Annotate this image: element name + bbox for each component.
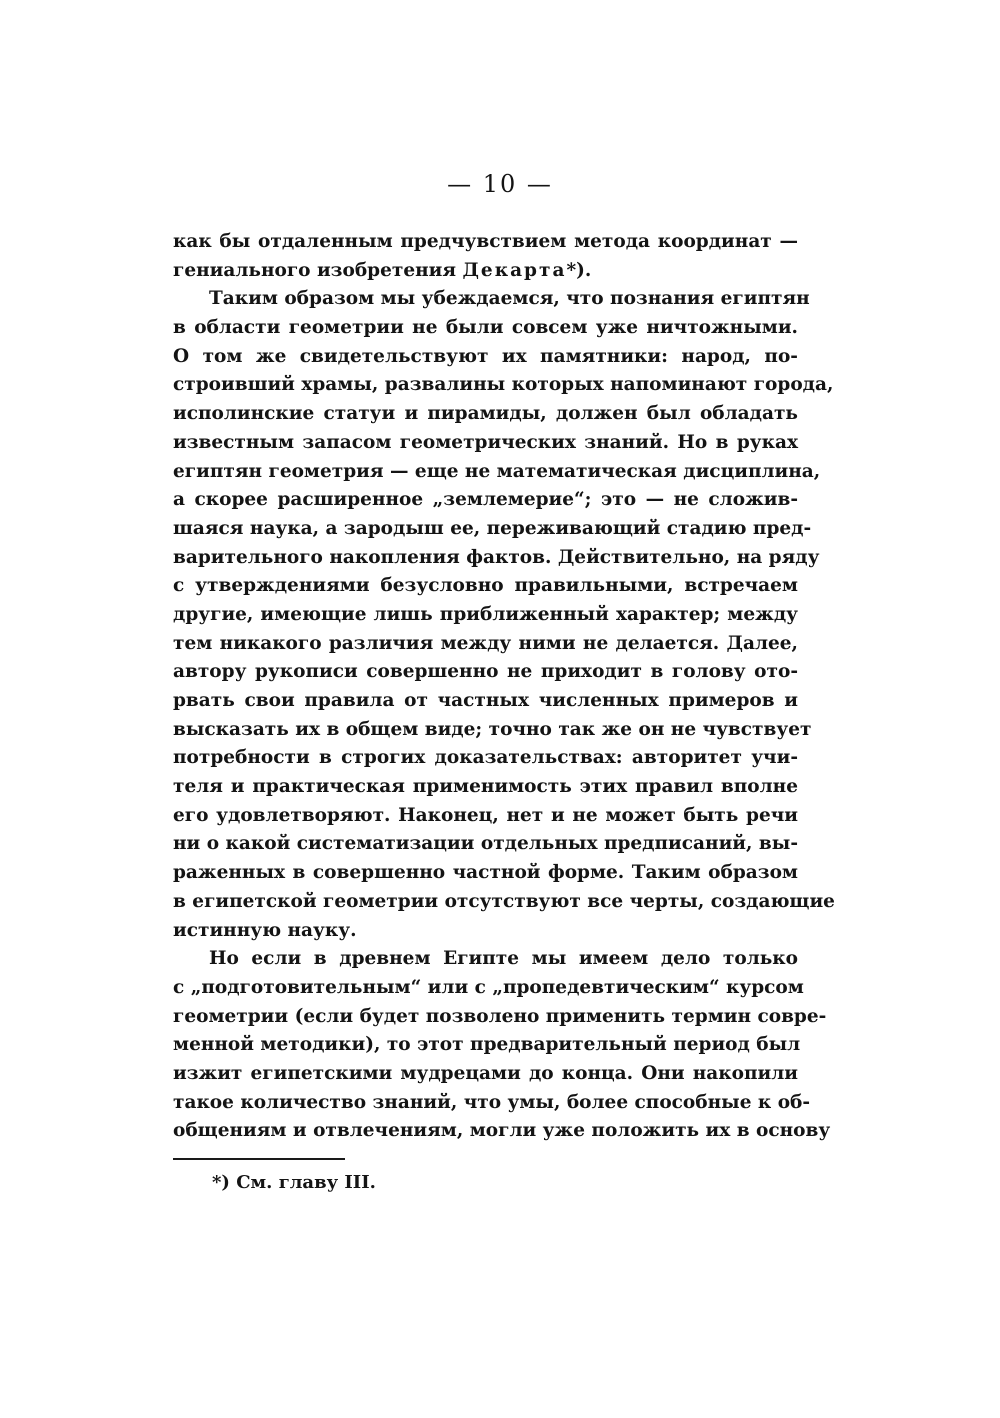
text-line: с „подготовительным“ или с „пропедевтическим“ курсом	[173, 976, 804, 998]
footnote-ref: *).	[566, 259, 592, 281]
text-line: тем никакого различия между ними не делается. Далее,	[173, 632, 798, 654]
text-line: высказать их в общем виде; точно так же он не чувствует	[173, 718, 812, 740]
text-line: О том же свидетельствуют их памятники: народ, по-	[173, 345, 798, 367]
footnote: *) См. главу III.	[212, 1172, 376, 1193]
text-line: такое количество знаний, что умы, более способные к об-	[173, 1091, 811, 1113]
text-line: потребности в строгих доказательствах: авторитет учи-	[173, 747, 798, 769]
text-line: его удовлетворяют. Наконец, нет и не может быть речи	[173, 804, 798, 826]
paragraph-1	[173, 228, 798, 285]
text-line: другие, имеющие лишь приближенный характер; между	[173, 603, 798, 625]
text-line: Таким образом мы убеждаемся, что познания египтян	[209, 288, 810, 310]
text-line: а скорее расширенное „землемерие“; это — не сложив-	[173, 489, 798, 511]
text-line: автору рукописи совершенно не приходит в голову ото-	[173, 661, 798, 683]
text-line: геометрии (если будет позволено применить термин совре-	[173, 1005, 827, 1027]
text-line: известным запасом геометрических знаний. Но в руках	[173, 431, 798, 453]
text-line: египтян геометрия — еще не математическая дисциплина,	[173, 460, 821, 482]
text-line: в египетской геометрии отсутствуют все черты, создающие	[173, 890, 835, 912]
text-line: с утверждениями безусловно правильными, встречаем	[173, 575, 798, 597]
page-number: — 10 —	[447, 170, 553, 198]
paragraph-3	[173, 945, 831, 1146]
text-line: исполинские статуи и пирамиды, должен был обладать	[173, 403, 798, 425]
text-line: строивший храмы, развалины которых напоминают города,	[173, 374, 834, 396]
text-line: варительного накопления фактов. Действительно, на ряду	[173, 546, 820, 568]
text-line: в области геометрии не были совсем уже ничтожными.	[173, 317, 798, 339]
text-line: изжит египетскими мудрецами до конца. Они накопили	[173, 1062, 798, 1084]
paragraph-2	[173, 285, 835, 945]
text-line: шаяся наука, а зародыш ее, переживающий стадию пред-	[173, 517, 812, 539]
text-line: ни о какой систематизации отдельных предписаний, вы-	[173, 833, 798, 855]
text-line: раженных в совершенно частной форме. Таким образом	[173, 862, 798, 884]
text-line: менной методики), то этот предварительный период был	[173, 1034, 801, 1056]
text-line: как бы отдаленным предчувствием метода координат —	[173, 231, 798, 252]
text-line: рвать свои правила от частных численных примеров и	[173, 690, 798, 711]
author-name: Декарта	[462, 259, 567, 281]
text-line: теля и практическая применимость этих правил вполне	[173, 776, 798, 798]
body-text	[173, 228, 835, 1146]
text-line: истинную науку.	[173, 919, 357, 941]
footnote-divider	[173, 1158, 345, 1160]
text-span: гениального изобретения	[173, 259, 463, 281]
text-line: Но если в древнем Египте мы имеем дело только	[209, 948, 798, 970]
text-line: общениям и отвлечениям, могли уже положить их в основу	[173, 1120, 831, 1142]
text-line	[173, 257, 798, 286]
